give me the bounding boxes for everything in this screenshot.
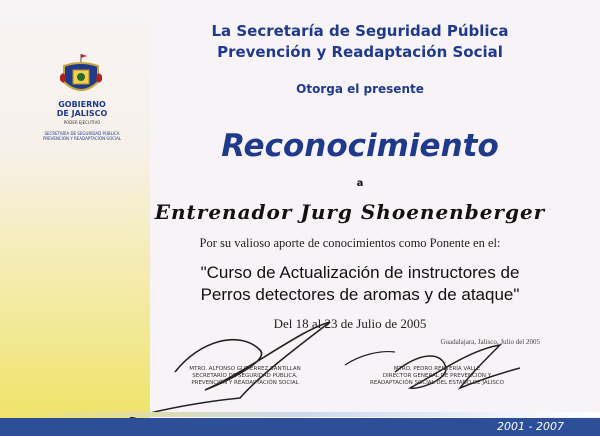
header-line1: La Secretaría de Seguridad Pública — [211, 22, 509, 40]
right-signatory — [342, 366, 532, 387]
coat-of-arms-icon — [58, 52, 104, 98]
government-name-line2: DE JALISCO — [56, 109, 108, 118]
course-dates: Del 18 al 23 de Julio de 2005 — [273, 316, 427, 331]
course-name — [160, 262, 560, 306]
department-line2: PREVENCIÓN Y READAPTACIÓN SOCIAL — [42, 136, 122, 141]
left-signatory-name: MTRO. ALFONSO GUTIERREZ SANTILLAN — [189, 366, 301, 372]
government-subtitle: PODER EJECUTIVO — [63, 120, 101, 125]
right-signatory-title2: READAPTACIÓN SOCIAL DEL ESTADO DE JALISCO — [370, 380, 504, 386]
right-signatory-title1: DIRECTOR GENERAL DE PREVENCIÓN Y — [382, 373, 492, 379]
government-name-line1: GOBIERNO — [58, 100, 106, 109]
course-line2: Perros detectores de aromas y de ataque" — [200, 285, 520, 304]
left-signatory-title2: PREVENCIÓN Y READAPTACIÓN SOCIAL — [191, 380, 299, 386]
left-signatory-title1: SECRETARIO DE SEGURIDAD PÚBLICA, — [192, 373, 298, 379]
certificate-title: Reconocimiento — [221, 128, 499, 164]
header-line2: Prevención y Readaptación Social — [217, 43, 503, 61]
government-name — [52, 100, 112, 118]
recipient-name: Entrenador Jurg Shoenenberger — [154, 200, 546, 224]
right-signatory-name: MTRO. PEDRO RENTERÍA VALLE — [393, 366, 481, 372]
recognition-reason: Por su valioso aporte de conocimientos como Ponente en el: — [199, 236, 501, 250]
footer-years: 2001 - 2007 — [497, 420, 564, 433]
issue-place-date: Guadalajara, Jalisco, Julio del 2005 — [440, 338, 540, 346]
footer-stripe — [0, 412, 600, 417]
grant-statement: Otorga el presente — [296, 82, 424, 96]
course-line1: "Curso de Actualización de instructores de — [200, 263, 520, 282]
government-department — [30, 131, 134, 141]
left-signatory — [150, 366, 340, 387]
recipient-preposition: a — [356, 178, 364, 189]
department-line1: SECRETARÍA DE SEGURIDAD PÚBLICA — [44, 131, 120, 136]
